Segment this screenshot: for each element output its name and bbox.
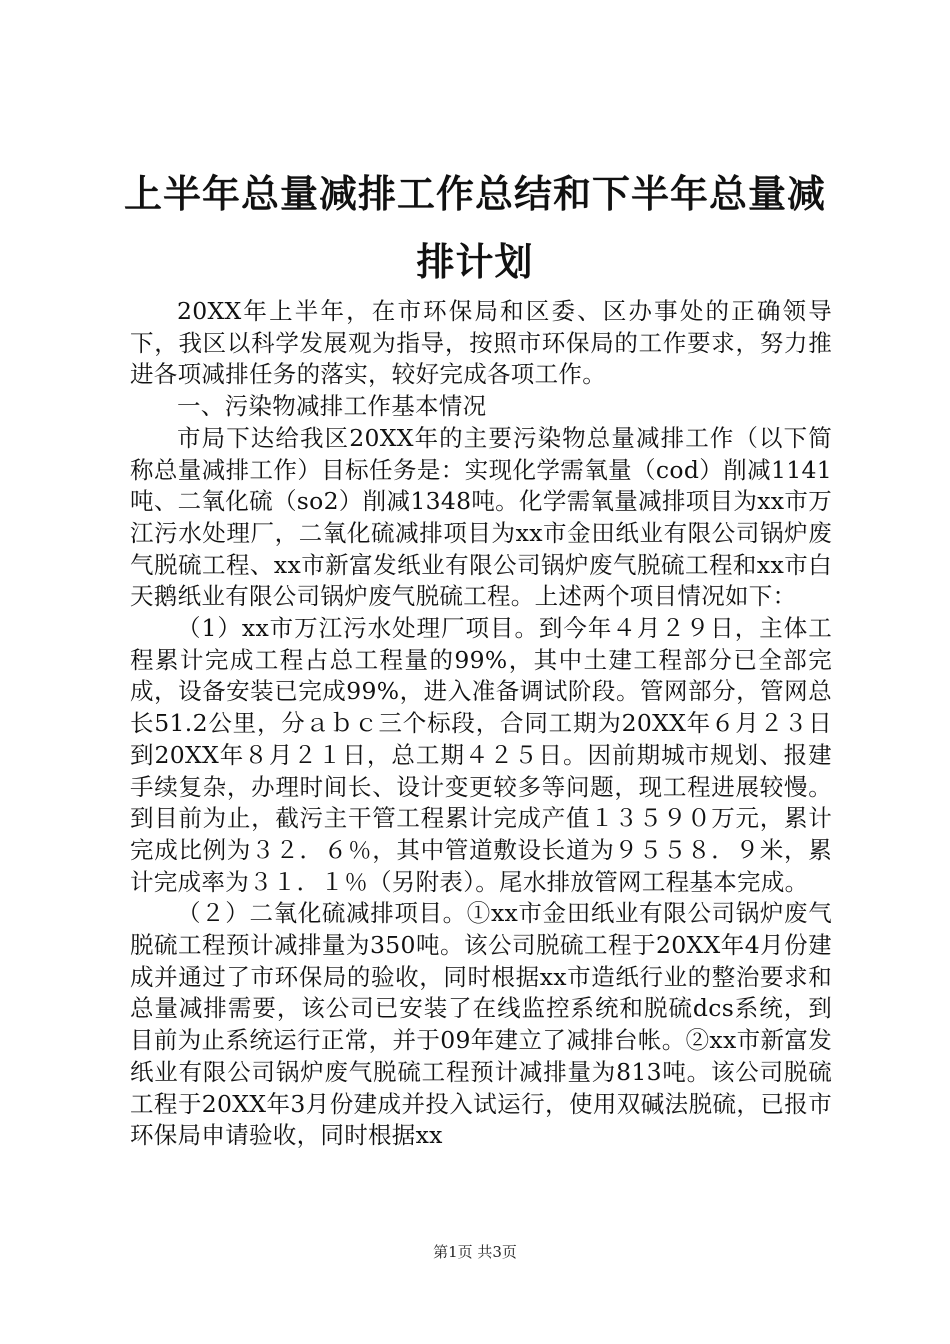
paragraph-item-2: （２）二氧化硫减排项目。①xx市金田纸业有限公司锅炉废气脱硫工程预计减排量为350吨。该公司脱硫工程于20XX年4月份建成并通过了市环保局的验收，同时根据xx市造纸行业的整治要求和总量减排需要，该公司已安装了在线监控系统和脱硫dcs系统，到目前为止系统运行正常，并于09年建立了减排台帐。②xx市新富发纸业有限公司锅炉废气脱硫工程预计减排量为813吨。该公司脱硫工程于20XX年3月份建成并投入试运行，使用双碱法脱硫，已报市环保局申请验收，同时根据xx xyxy=(130,899,832,1150)
paragraph-item-1: （1）xx市万江污水处理厂项目。到今年４月２９日，主体工程累计完成工程占总工程量的99%，其中土建工程部分已全部完成，设备安装已完成99%，进入准备调试阶段。管网部分，管网总长51.2公里，分ａｂｃ三个标段，合同工期为20XX年６月２３日到20XX年８月２１日，总工期４２５日。因前期城市规划、报建手续复杂，办理时间长、设计变更较多等问题，现工程进展较慢。到目前为止，截污主干管工程累计完成产值１３５９０万元，累计完成比例为３２．６％，其中管道敷设长道为９５５８．９米，累计完成率为３１．１％（另附表）。尾水排放管网工程基本完成。 xyxy=(130,614,832,896)
paragraph-targets: 市局下达给我区20XX年的主要污染物总量减排工作（以下简称总量减排工作）目标任务是：实现化学需氧量（cod）削减1141吨、二氧化硫（so2）削减1348吨。化学需氧量减排项目为xx市万江污水处理厂，二氧化硫减排项目为xx市金田纸业有限公司锅炉废气脱硫工程、xx市新富发纸业有限公司锅炉废气脱硫工程和xx市白天鹅纸业有限公司锅炉废气脱硫工程。上述两个项目情况如下： xyxy=(130,423,832,611)
paragraph-intro: 20XX年上半年，在市环保局和区委、区办事处的正确领导下，我区以科学发展观为指导，按照市环保局的工作要求，努力推进各项减排任务的落实，较好完成各项工作。 xyxy=(130,297,832,389)
page-number: 第1页 共3页 xyxy=(433,1243,517,1261)
section-heading: 一、污染物减排工作基本情况 xyxy=(177,392,487,421)
document-body xyxy=(130,296,832,1152)
document-title: 上半年总量减排工作总结和下半年总量减排计划 xyxy=(123,172,826,284)
